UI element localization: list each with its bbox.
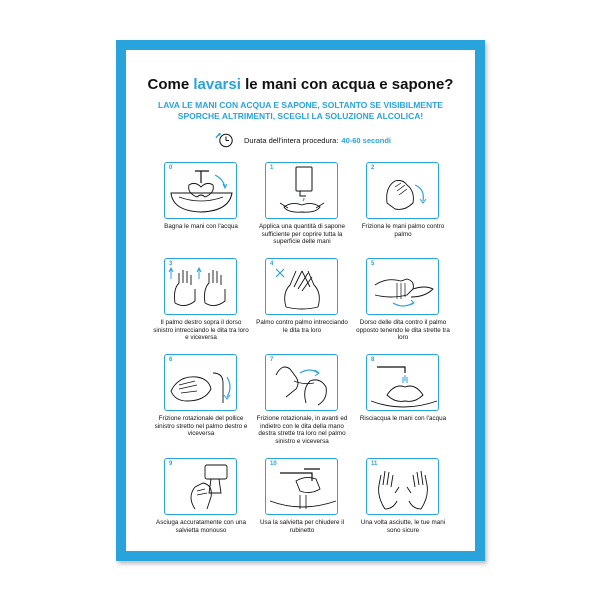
step-0-caption: Bagna le mani con l'acqua: [164, 223, 238, 230]
rinse-hands-icon: [367, 355, 439, 411]
step-4-illustration: [265, 258, 338, 315]
step-10-illustration: [265, 458, 338, 515]
stopwatch-icon: [214, 132, 236, 148]
step-3-number: 3: [169, 261, 173, 267]
step-2-caption: Friziona le mani palmo contro palmo: [361, 223, 445, 238]
step-5-number: 5: [371, 261, 375, 267]
step-11-caption: Una volta asciutte, le tue mani sono sicure: [360, 519, 446, 534]
step-8-number: 8: [371, 357, 375, 363]
dry-towel-icon: [165, 459, 237, 515]
step-1-number: 1: [270, 165, 274, 171]
step-9-illustration: [164, 458, 237, 515]
step-3-caption: Il palmo destro sopra il dorso sinistro intrecciando le dita tra loro e viceversa: [153, 319, 249, 342]
step-10-number: 10: [270, 461, 277, 467]
step-8-caption: Risciacqua le mani con l'acqua: [359, 415, 447, 422]
step-9-number: 9: [169, 461, 173, 467]
step-11-illustration: [366, 458, 439, 515]
step-3-illustration: [164, 258, 237, 315]
duration-line: [214, 132, 391, 148]
back-hand-rub-icon: [165, 259, 237, 315]
step-7-caption: Frizione rotazionale, in avanti ed indietro con le dita della mano destra strette tra loro nel palmo sinistro e viceversa: [256, 415, 348, 445]
step-7-illustration: [265, 354, 338, 411]
wet-hands-icon: [165, 163, 237, 219]
step-2-illustration: [366, 162, 439, 219]
step-6-illustration: [164, 354, 237, 411]
duration-value: 40-60 secondi: [341, 135, 392, 145]
step-6-number: 6: [169, 357, 173, 363]
step-6-caption: Frizione rotazionale del pollice sinistro stretto nel palmo destro e viceversa: [154, 415, 248, 438]
step-10-caption: Usa la salvietta per chiudere il rubinetto: [260, 519, 344, 534]
step-5-illustration: [366, 258, 439, 315]
clean-hands-icon: [367, 459, 439, 515]
palm-rub-icon: [367, 163, 439, 219]
poster-content: [126, 50, 475, 551]
duration-label: Durata dell'intera procedura:: [244, 135, 339, 145]
soap-dispenser-icon: [266, 163, 338, 219]
step-0-illustration: [164, 162, 237, 219]
step-2-number: 2: [371, 165, 375, 171]
step-4-number: 4: [270, 261, 274, 267]
close-tap-icon: [266, 459, 338, 515]
step-11-number: 11: [371, 461, 378, 467]
step-1-illustration: [265, 162, 338, 219]
step-1-caption: Applica una quantità di sapone sufficiente per coprire tutta la superficie delle mani: [258, 223, 346, 246]
step-4-caption: Palmo contro palmo intrecciando le dita tra loro: [256, 319, 348, 334]
title-text-end: le mani con acqua e sapone?: [240, 76, 454, 93]
step-0-number: 0: [169, 165, 173, 171]
hand-washing-poster: [116, 40, 485, 561]
fingertip-rotation-icon: [266, 355, 338, 411]
interlaced-fingers-icon: [266, 259, 338, 315]
title-highlight: lavarsi: [193, 76, 241, 93]
step-7-number: 7: [270, 357, 274, 363]
poster-subtitle: LAVA LE MANI CON ACQUA E SAPONE, SOLTANTO SE VISIBILMENTE SPORCHE ALTRIMENTI, SCEGLI LA SOLUZIONE ALCOLICA!: [158, 100, 443, 121]
step-9-caption: Asciuga accuratamente con una salvietta monouso: [156, 519, 246, 534]
finger-backs-icon: [367, 259, 439, 315]
step-5-caption: Dorso delle dita contro il palmo opposto tenendo le dita strette tra loro: [356, 319, 450, 342]
thumb-rotation-icon: [165, 355, 237, 411]
title-text-start: Come: [147, 76, 194, 93]
poster-title: [126, 76, 475, 93]
step-8-illustration: [366, 354, 439, 411]
